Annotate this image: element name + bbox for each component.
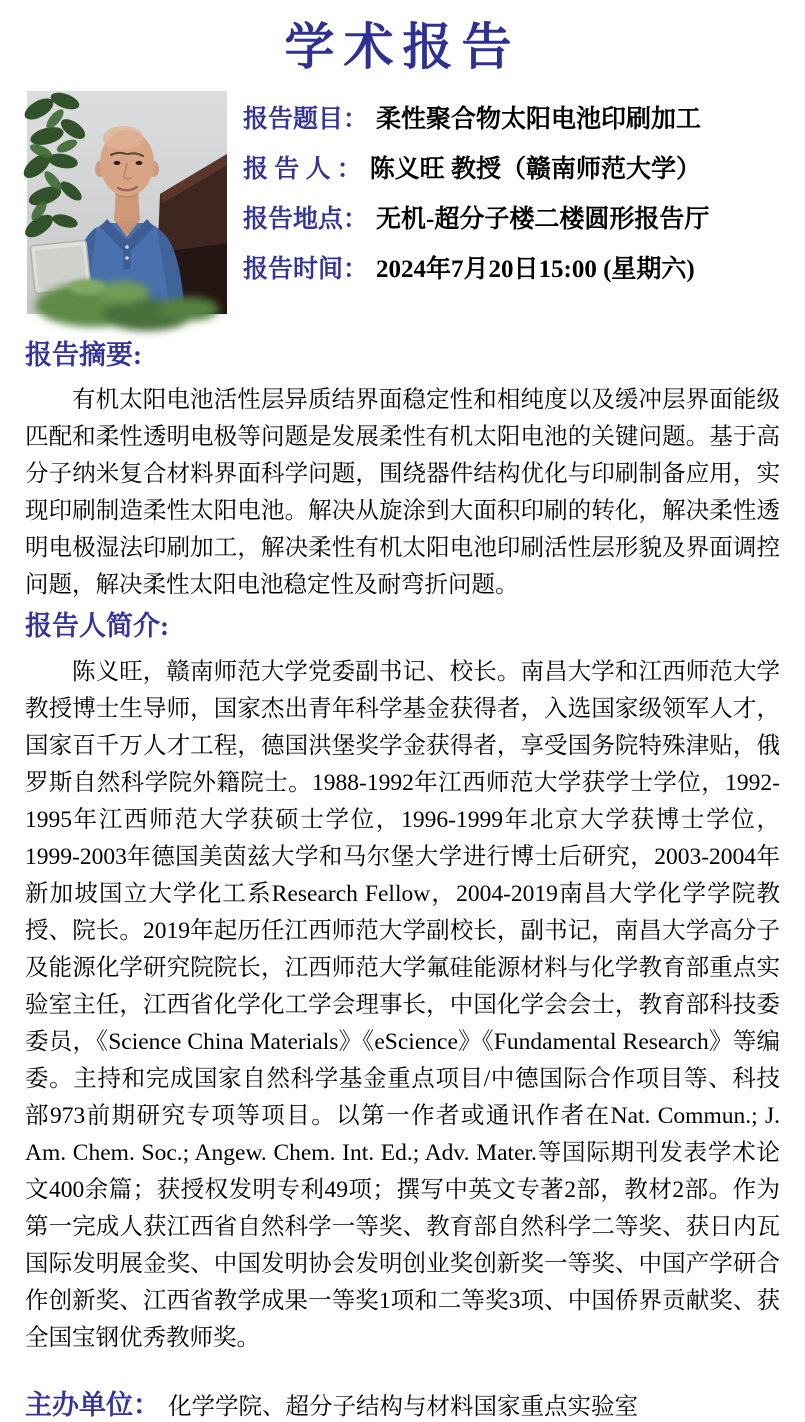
topic-value: 柔性聚合物太阳电池印刷加工 (376, 106, 702, 133)
time-value: 2024年7月20日15:00 (星期六) (376, 256, 695, 283)
header-section (27, 91, 785, 314)
speaker-photo-illustration (27, 91, 227, 314)
abstract-heading: 报告摘要: (25, 340, 142, 370)
bio-paragraph: 陈义旺，赣南师范大学党委副书记、校长。南昌大学和江西师范大学教授博士生导师，国家杰出青年科学基金获得者，入选国家级领军人才，国家百千万人才工程，德国洪堡奖学金获得者，享受国务院特殊津贴，俄罗斯自然科学院外籍院士。1988-1992年江西师范大学获学士学位，1992-1995年江西师范大学获硕士学位，1996-1999年北京大学获博士学位，1999-2003年德国美茵兹大学和马尔堡大学进行博士后研究，2003-2004年新加坡国立大学化工系Research Fellow，2004-2019南昌大学化学学院教授、院长。2019年起历任江西师范大学副校长，副书记，南昌大学高分子及能源化学研究院院长，江西师范大学氟硅能源材料与化学教育部重点实验室主任，江西省化学化工学会理事长，中国化学会会士，教育部科技委委员，《Science China Materials》《eScience》《Fundamental Research》等编委。主持和完成国家自然科学基金重点项目/中德国际合作项目等、科技部973前期研究专项等项目。以第一作者或通讯作者在Nat. Commun.; J. Am. Chem. Soc.; Angew. Chem. Int. Ed.; Adv. Mater.等国际期刊发表学术论文400余篇；获授权发明专利49项；撰写中英文专著2部，教材2部。作为第一完成人获江西省自然科学一等奖、教育部自然科学二等奖、获日内瓦国际发明展金奖、中国发明协会发明创业奖创新奖一等奖、中国产学研合作创新奖、江西省教学成果一等奖1项和二等奖3项、中国侨界贡献奖、获全国宝钢优秀教师奖。 (25, 658, 780, 1351)
bio-heading: 报告人简介: (25, 611, 169, 642)
speaker-label: 报 告 人 ： (243, 156, 362, 183)
speaker-photo (27, 91, 227, 314)
location-label: 报告地点： (243, 206, 369, 233)
topic-label: 报告题目： (243, 106, 369, 133)
organizer-label: 主办单位： (25, 1389, 160, 1420)
info-row-time (243, 257, 785, 282)
lecture-info (243, 91, 785, 314)
speaker-value: 陈义旺 教授（赣南师范大学） (369, 156, 702, 183)
organizer-value: 化学学院、超分子结构与材料国家重点实验室 (168, 1393, 638, 1420)
info-row-topic (243, 107, 785, 132)
info-row-speaker (243, 157, 785, 182)
abstract-paragraph: 有机太阳电池活性层异质结界面稳定性和相纯度以及缓冲层界面能级匹配和柔性透明电极等问题是发展柔性有机太阳电池的关键问题。基于高分子纳米复合材料界面科学问题，围绕器件结构优化与印刷制备应用，实现印刷制造柔性太阳电池。解决从旋涂到大面积印刷的转化，解决柔性透明电极湿法印刷加工，解决柔性有机太阳电池印刷活性层形貌及界面调控问题，解决柔性太阳电池稳定性及耐弯折问题。 (25, 387, 780, 599)
time-label: 报告时间： (243, 256, 369, 283)
page-title: 学术报告 (284, 18, 521, 76)
info-row-location (243, 207, 785, 232)
location-value: 无机-超分子楼二楼圆形报告厅 (376, 206, 710, 233)
organizer-section (25, 1383, 780, 1422)
